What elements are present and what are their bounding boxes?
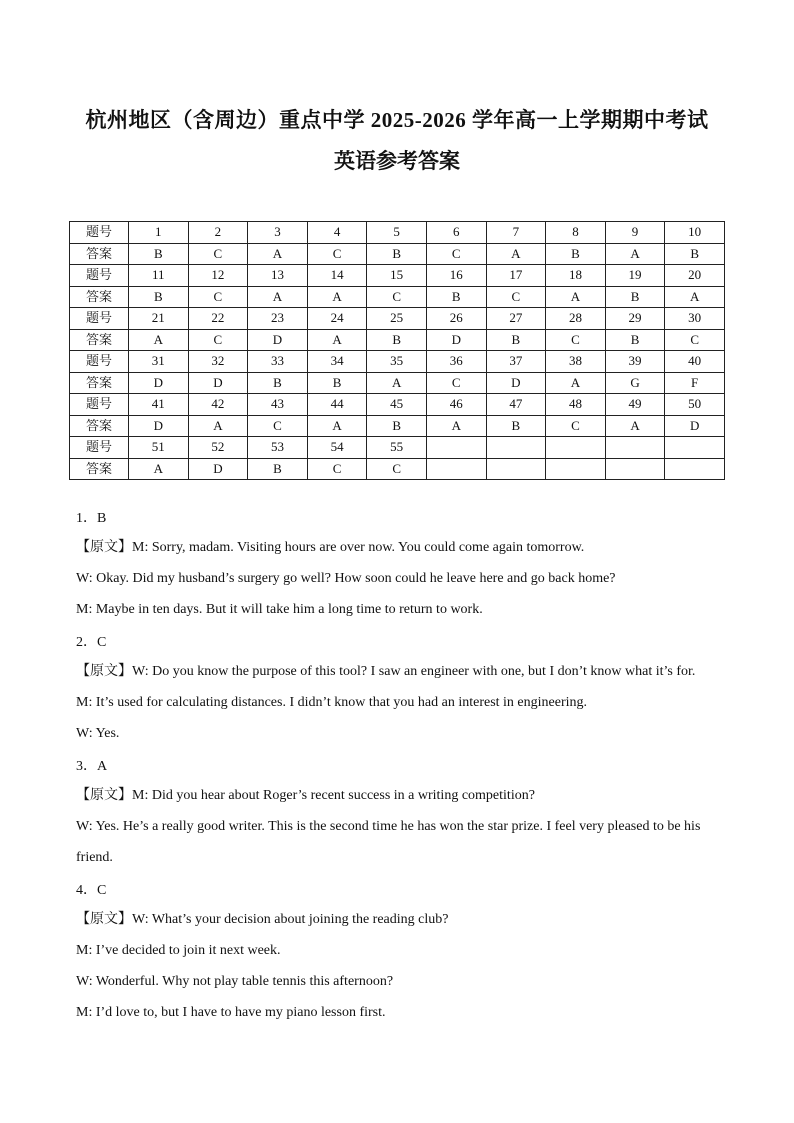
- question-number-row: [70, 437, 725, 459]
- question-number-cell: 34: [307, 351, 367, 373]
- answer-row: [70, 243, 725, 265]
- question-number-cell: 47: [486, 394, 546, 416]
- answer-cell: F: [665, 372, 725, 394]
- question-number-cell: 1: [129, 222, 189, 244]
- answer-row: [70, 372, 725, 394]
- transcript-line: 【原文】M: Sorry, madam. Visiting hours are over now. You could come again tomorrow.: [76, 540, 585, 555]
- question-number-cell: 41: [129, 394, 189, 416]
- transcript-line: 【原文】M: Did you hear about Roger’s recent success in a writing competition?: [76, 788, 535, 803]
- transcript-line: W: Yes.: [76, 726, 120, 741]
- question-number-cell: 5: [367, 222, 427, 244]
- answer-cell: C: [188, 329, 248, 351]
- question-number-cell: 15: [367, 265, 427, 287]
- transcript-line: W: Okay. Did my husband’s surgery go well? How soon could he leave here and go back home?: [76, 571, 616, 586]
- question-label-cell: 题号: [70, 437, 129, 459]
- answer-cell: B: [486, 329, 546, 351]
- answer-number: 1．B: [76, 511, 107, 526]
- question-number-cell: 24: [307, 308, 367, 330]
- question-number-cell: 53: [248, 437, 308, 459]
- answer-cell: G: [605, 372, 665, 394]
- answer-cell: A: [546, 286, 606, 308]
- question-number-cell: [605, 437, 665, 459]
- answer-cell: A: [486, 243, 546, 265]
- answer-cell: C: [248, 415, 308, 437]
- answer-cell: A: [248, 243, 308, 265]
- answer-label-cell: 答案: [70, 286, 129, 308]
- question-number-cell: 28: [546, 308, 606, 330]
- document-subtitle: 英语参考答案: [334, 149, 460, 173]
- question-number-cell: 39: [605, 351, 665, 373]
- answer-cell: D: [426, 329, 486, 351]
- answer-cell: B: [605, 286, 665, 308]
- answer-number: 2．C: [76, 635, 107, 650]
- question-number-row: [70, 308, 725, 330]
- question-number-cell: 13: [248, 265, 308, 287]
- answer-cell: C: [188, 243, 248, 265]
- answer-cell: B: [129, 286, 189, 308]
- question-number-cell: 6: [426, 222, 486, 244]
- question-number-cell: 48: [546, 394, 606, 416]
- question-number-cell: 22: [188, 308, 248, 330]
- question-number-cell: 21: [129, 308, 189, 330]
- answer-cell: B: [248, 372, 308, 394]
- transcript-line: friend.: [76, 850, 113, 865]
- answer-cell: [486, 458, 546, 480]
- question-number-cell: 44: [307, 394, 367, 416]
- question-number-cell: 30: [665, 308, 725, 330]
- question-number-cell: 17: [486, 265, 546, 287]
- question-number-row: [70, 222, 725, 244]
- answer-number: 3．A: [76, 759, 108, 774]
- question-number-cell: 50: [665, 394, 725, 416]
- answer-row: [70, 286, 725, 308]
- answer-cell: C: [367, 286, 427, 308]
- question-number-cell: 43: [248, 394, 308, 416]
- question-label-cell: 题号: [70, 394, 129, 416]
- question-number-cell: 40: [665, 351, 725, 373]
- question-number-cell: 20: [665, 265, 725, 287]
- answer-cell: C: [307, 458, 367, 480]
- answer-table: [69, 221, 725, 480]
- answer-label-cell: 答案: [70, 329, 129, 351]
- question-number-cell: 51: [129, 437, 189, 459]
- transcript-line: W: Yes. He’s a really good writer. This is the second time he has won the star prize. I feel very pleased to be his: [76, 819, 701, 834]
- question-label-cell: 题号: [70, 222, 129, 244]
- transcript-line: M: It’s used for calculating distances. I didn’t know that you had an interest in engineering.: [76, 695, 588, 710]
- answer-cell: A: [129, 329, 189, 351]
- question-number-cell: 27: [486, 308, 546, 330]
- answer-cell: B: [546, 243, 606, 265]
- question-number-cell: 19: [605, 265, 665, 287]
- question-label-cell: 题号: [70, 265, 129, 287]
- question-number-cell: [426, 437, 486, 459]
- transcript-line: 【原文】W: What’s your decision about joining the reading club?: [76, 912, 449, 927]
- question-number-cell: 26: [426, 308, 486, 330]
- answer-cell: [605, 458, 665, 480]
- question-number-cell: 32: [188, 351, 248, 373]
- answer-cell: A: [426, 415, 486, 437]
- question-number-cell: 33: [248, 351, 308, 373]
- question-number-cell: 12: [188, 265, 248, 287]
- answer-cell: C: [486, 286, 546, 308]
- answer-cell: D: [129, 415, 189, 437]
- answer-cell: [546, 458, 606, 480]
- question-number-cell: 35: [367, 351, 427, 373]
- question-number-row: [70, 351, 725, 373]
- question-number-cell: 42: [188, 394, 248, 416]
- answer-cell: D: [486, 372, 546, 394]
- question-number-cell: 23: [248, 308, 308, 330]
- question-number-cell: 45: [367, 394, 427, 416]
- question-label-cell: 题号: [70, 308, 129, 330]
- question-number-cell: 10: [665, 222, 725, 244]
- question-number-cell: 31: [129, 351, 189, 373]
- question-number-cell: 52: [188, 437, 248, 459]
- answer-label-cell: 答案: [70, 458, 129, 480]
- transcript-line: W: Wonderful. Why not play table tennis this afternoon?: [76, 974, 394, 989]
- answer-cell: C: [426, 372, 486, 394]
- question-number-row: [70, 394, 725, 416]
- answer-cell: B: [307, 372, 367, 394]
- answer-cell: A: [129, 458, 189, 480]
- answer-cell: D: [248, 329, 308, 351]
- answer-row: [70, 415, 725, 437]
- question-number-cell: 3: [248, 222, 308, 244]
- question-number-cell: 46: [426, 394, 486, 416]
- answer-cell: C: [546, 415, 606, 437]
- answer-cell: D: [188, 458, 248, 480]
- answer-cell: [426, 458, 486, 480]
- question-number-cell: [486, 437, 546, 459]
- answer-cell: D: [188, 372, 248, 394]
- transcript-line: M: I’ve decided to join it next week.: [76, 943, 281, 958]
- answer-cell: C: [546, 329, 606, 351]
- question-number-cell: 14: [307, 265, 367, 287]
- answer-cell: B: [486, 415, 546, 437]
- answer-cell: A: [665, 286, 725, 308]
- question-number-cell: 25: [367, 308, 427, 330]
- question-number-cell: 49: [605, 394, 665, 416]
- answer-cell: D: [129, 372, 189, 394]
- transcript-line: M: Maybe in ten days. But it will take him a long time to return to work.: [76, 602, 483, 617]
- answer-number: 4．C: [76, 883, 107, 898]
- transcript-line: M: I’d love to, but I have to have my piano lesson first.: [76, 1005, 386, 1020]
- answer-cell: A: [307, 286, 367, 308]
- question-number-cell: 16: [426, 265, 486, 287]
- answer-cell: D: [665, 415, 725, 437]
- answer-cell: A: [307, 329, 367, 351]
- answer-cell: B: [605, 329, 665, 351]
- question-label-cell: 题号: [70, 351, 129, 373]
- question-number-cell: 38: [546, 351, 606, 373]
- question-number-cell: 29: [605, 308, 665, 330]
- answer-cell: C: [367, 458, 427, 480]
- answer-cell: C: [665, 329, 725, 351]
- question-number-cell: 4: [307, 222, 367, 244]
- question-number-cell: 2: [188, 222, 248, 244]
- question-number-cell: 7: [486, 222, 546, 244]
- question-number-cell: 55: [367, 437, 427, 459]
- question-number-cell: 9: [605, 222, 665, 244]
- question-number-cell: 37: [486, 351, 546, 373]
- question-number-cell: 8: [546, 222, 606, 244]
- answer-cell: A: [188, 415, 248, 437]
- answer-row: [70, 329, 725, 351]
- answer-cell: [665, 458, 725, 480]
- transcript-line: 【原文】W: Do you know the purpose of this tool? I saw an engineer with one, but I don’t know what it’s for.: [76, 664, 696, 679]
- answer-cell: B: [426, 286, 486, 308]
- answer-cell: C: [426, 243, 486, 265]
- answer-cell: A: [367, 372, 427, 394]
- document-title: 杭州地区（含周边）重点中学 2025-2026 学年高一上学期期中考试: [85, 108, 709, 132]
- answer-cell: B: [248, 458, 308, 480]
- question-number-cell: 11: [129, 265, 189, 287]
- answer-cell: B: [129, 243, 189, 265]
- answer-cell: B: [665, 243, 725, 265]
- answer-cell: A: [605, 243, 665, 265]
- answer-label-cell: 答案: [70, 372, 129, 394]
- answer-cell: C: [188, 286, 248, 308]
- answer-cell: A: [605, 415, 665, 437]
- question-number-cell: [665, 437, 725, 459]
- answer-cell: A: [546, 372, 606, 394]
- question-number-cell: 54: [307, 437, 367, 459]
- answer-cell: B: [367, 243, 427, 265]
- question-number-row: [70, 265, 725, 287]
- answer-cell: C: [307, 243, 367, 265]
- answer-cell: A: [307, 415, 367, 437]
- answer-row: [70, 458, 725, 480]
- answer-cell: B: [367, 415, 427, 437]
- question-number-cell: 36: [426, 351, 486, 373]
- answer-label-cell: 答案: [70, 243, 129, 265]
- answer-label-cell: 答案: [70, 415, 129, 437]
- question-number-cell: 18: [546, 265, 606, 287]
- question-number-cell: [546, 437, 606, 459]
- answer-cell: A: [248, 286, 308, 308]
- answer-cell: B: [367, 329, 427, 351]
